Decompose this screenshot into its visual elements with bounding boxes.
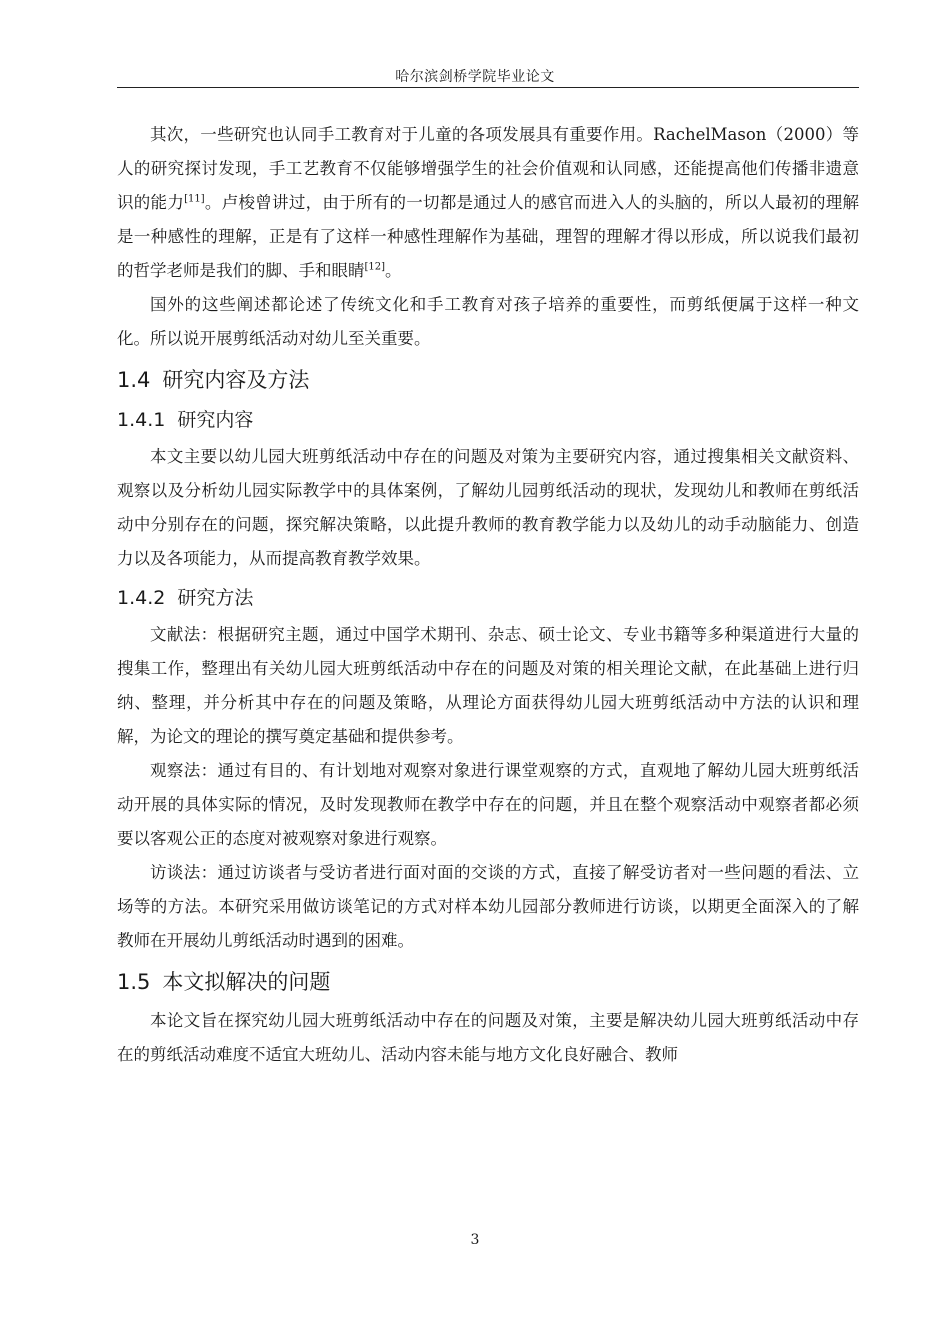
heading-1-5	[117, 964, 859, 1000]
heading-1-4	[117, 362, 859, 398]
citation-11: [11]	[184, 193, 205, 205]
paragraph-research-content: 本文主要以幼儿园大班剪纸活动中存在的问题及对策为主要研究内容，通过搜集相关文献资料、观察以及分析幼儿园实际教学中的具体案例，了解幼儿园剪纸活动的现状，发现幼儿和教师在剪纸活动中分别存在的问题，探究解决策略，以此提升教师的教育教学能力以及幼儿的动手动脑能力、创造力以及各项能力，从而提高教育教学效果。	[117, 447, 859, 568]
heading-title: 本文拟解决的问题	[162, 970, 331, 994]
heading-number: 1.4	[117, 368, 151, 392]
heading-1-4-1	[117, 402, 859, 438]
paragraph-literature-method: 文献法：根据研究主题，通过中国学术期刊、杂志、硕士论文、专业书籍等多种渠道进行大量的搜集工作，整理出有关幼儿园大班剪纸活动中存在的问题及对策的相关理论文献，在此基础上进行归纳、整理，并分析其中存在的问题及策略，从理论方面获得幼儿园大班剪纸活动中方法的认识和理解，为论文的理论的撰写奠定基础和提供参考。	[117, 625, 859, 746]
page-number: 3	[470, 1232, 480, 1248]
paragraph-interview-method: 访谈法：通过访谈者与受访者进行面对面的交谈的方式，直接了解受访者对一些问题的看法、立场等的方法。本研究采用做访谈笔记的方式对样本幼儿园部分教师进行访谈，以期更全面深入的了解教师在开展幼儿剪纸活动时遇到的困难。	[117, 863, 859, 950]
heading-title: 研究方法	[177, 587, 254, 609]
citation-12: [12]	[364, 261, 386, 273]
header-rule	[117, 87, 859, 88]
running-header: 哈尔滨剑桥学院毕业论文	[395, 69, 555, 85]
heading-number: 1.4.2	[117, 587, 166, 609]
paragraph-text: 。	[385, 261, 402, 280]
paragraph-observation-method: 观察法：通过有目的、有计划地对观察对象进行课堂观察的方式，直观地了解幼儿园大班剪纸活动开展的具体实际的情况，及时发现教师在教学中存在的问题，并且在整个观察活动中观察者都必须要以客观公正的态度对被观察对象进行观察。	[117, 761, 859, 848]
heading-1-4-2	[117, 580, 859, 616]
heading-title: 研究内容及方法	[162, 368, 310, 392]
paragraph-problems-to-solve: 本论文旨在探究幼儿园大班剪纸活动中存在的问题及对策，主要是解决幼儿园大班剪纸活动中存在的剪纸活动难度不适宜大班幼儿、活动内容未能与地方文化良好融合、教师	[117, 1011, 859, 1064]
heading-number: 1.4.1	[117, 409, 166, 431]
heading-number: 1.5	[117, 970, 151, 994]
paragraph-foreign-research	[117, 118, 859, 288]
paragraph-text: 其次，一些研究也认同手工教育对于儿童的各项发展具有重要作用。RachelMason（2000）等人的研究探讨发现，手工艺教育不仅能够增强学生的社会价值观和认同感，还能提高他们传播非遗意识的能力	[117, 125, 859, 212]
paragraph-summary: 国外的这些阐述都论述了传统文化和手工教育对孩子培养的重要性，而剪纸便属于这样一种文化。所以说开展剪纸活动对幼儿至关重要。	[117, 295, 859, 348]
heading-title: 研究内容	[177, 409, 254, 431]
paragraph-text: 。卢梭曾讲过，由于所有的一切都是通过人的感官而进入人的头脑的，所以人最初的理解是一种感性的理解，正是有了这样一种感性理解作为基础，理智的理解才得以形成，所以说我们最初的哲学老师是我们的脚、手和眼睛	[117, 193, 860, 280]
page-body	[117, 118, 859, 1072]
